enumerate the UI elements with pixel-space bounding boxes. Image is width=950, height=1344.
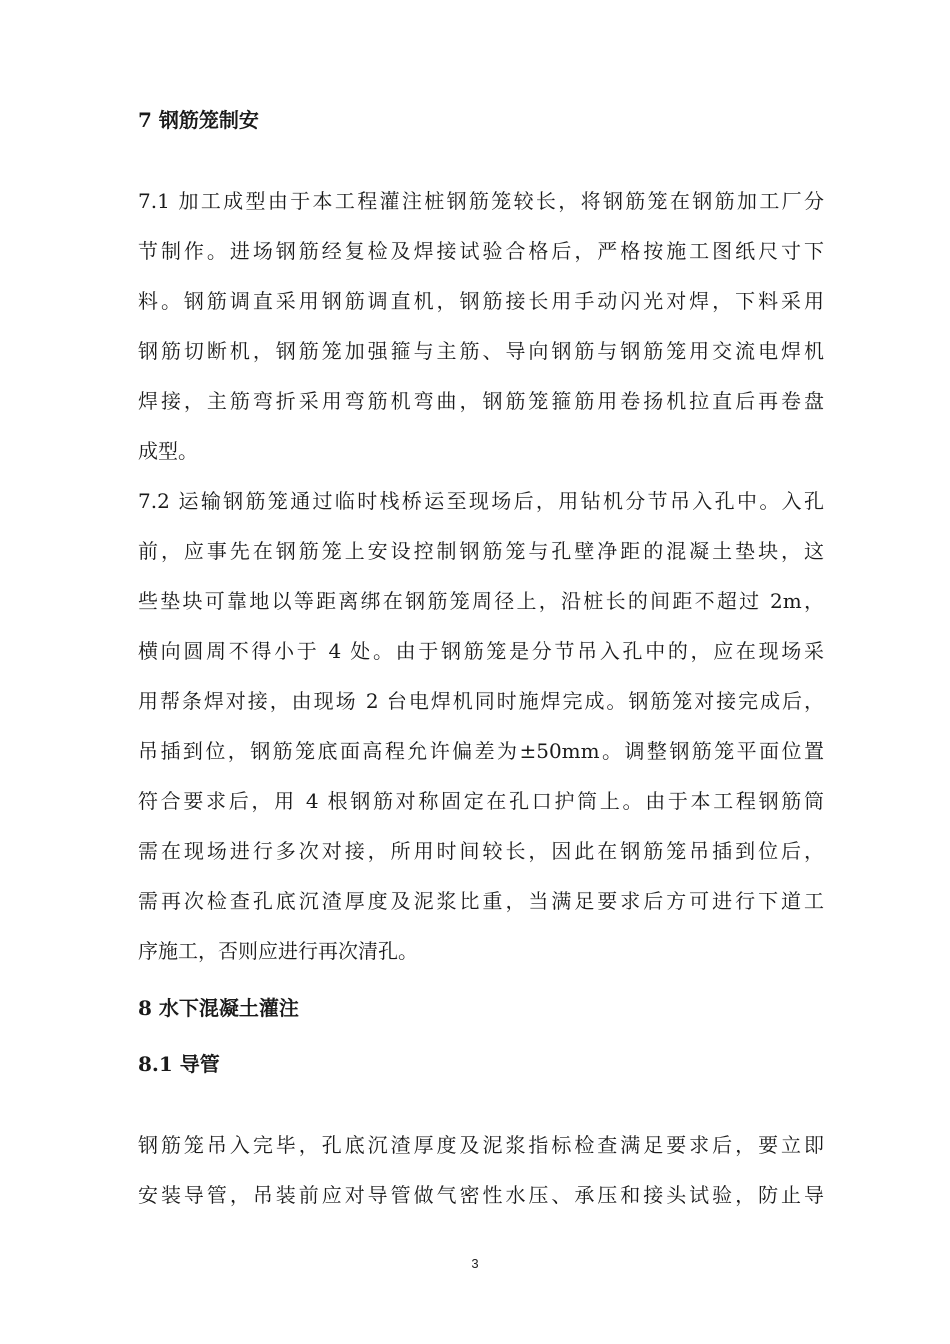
section-8-title: 8 水下混凝土灌注	[138, 996, 299, 1020]
paragraph-line: 成型。	[138, 439, 198, 463]
document-body	[138, 102, 824, 1220]
paragraph-line: 符合要求后，用 4 根钢筋对称固定在孔口护筒上。由于本工程钢筋筒	[138, 789, 824, 813]
page-number: 3	[471, 1256, 479, 1271]
paragraph-line: 需再次检查孔底沉渣厚度及泥浆比重，当满足要求后方可进行下道工	[138, 889, 824, 913]
paragraph-8-1	[138, 1120, 824, 1220]
paragraph-line: 些垫块可靠地以等距离绑在钢筋笼周径上，沿桩长的间距不超过 2m，	[138, 589, 824, 613]
paragraph-7-2	[138, 476, 824, 976]
paragraph-line: 序施工，否则应进行再次清孔。	[138, 939, 418, 963]
paragraph-line: 7.1 加工成型由于本工程灌注桩钢筋笼较长，将钢筋笼在钢筋加工厂分	[138, 189, 824, 213]
paragraph-line: 焊接，主筋弯折采用弯筋机弯曲，钢筋笼箍筋用卷扬机拉直后再卷盘	[138, 389, 824, 413]
subsection-8-1-title: 8.1 导管	[138, 1052, 220, 1076]
paragraph-line: 钢筋切断机，钢筋笼加强箍与主筋、导向钢筋与钢筋笼用交流电焊机	[138, 339, 824, 363]
paragraph-7-1	[138, 176, 824, 476]
spacer	[138, 138, 824, 176]
paragraph-line: 前，应事先在钢筋笼上安设控制钢筋笼与孔壁净距的混凝土垫块，这	[138, 539, 824, 563]
spacer	[138, 1026, 824, 1046]
spacer	[138, 1082, 824, 1120]
paragraph-line: 需在现场进行多次对接，所用时间较长，因此在钢筋笼吊插到位后，	[138, 839, 824, 863]
paragraph-line: 吊插到位，钢筋笼底面高程允许偏差为±50mm。调整钢筋笼平面位置	[138, 739, 824, 763]
paragraph-line: 料。钢筋调直采用钢筋调直机，钢筋接长用手动闪光对焊，下料采用	[138, 289, 824, 313]
paragraph-line: 安装导管，吊装前应对导管做气密性水压、承压和接头试验，防止导	[138, 1183, 824, 1207]
paragraph-line: 用帮条焊对接，由现场 2 台电焊机同时施焊完成。钢筋笼对接完成后，	[138, 689, 824, 713]
paragraph-line: 7.2 运输钢筋笼通过临时栈桥运至现场后，用钻机分节吊入孔中。入孔	[138, 489, 824, 513]
section-7-title: 7 钢筋笼制安	[138, 108, 259, 132]
paragraph-line: 节制作。进场钢筋经复检及焊接试验合格后，严格按施工图纸尺寸下	[138, 239, 824, 263]
paragraph-line: 横向圆周不得小于 4 处。由于钢筋笼是分节吊入孔中的，应在现场采	[138, 639, 824, 663]
paragraph-line: 钢筋笼吊入完毕，孔底沉渣厚度及泥浆指标检查满足要求后，要立即	[138, 1133, 824, 1157]
spacer	[138, 976, 824, 990]
